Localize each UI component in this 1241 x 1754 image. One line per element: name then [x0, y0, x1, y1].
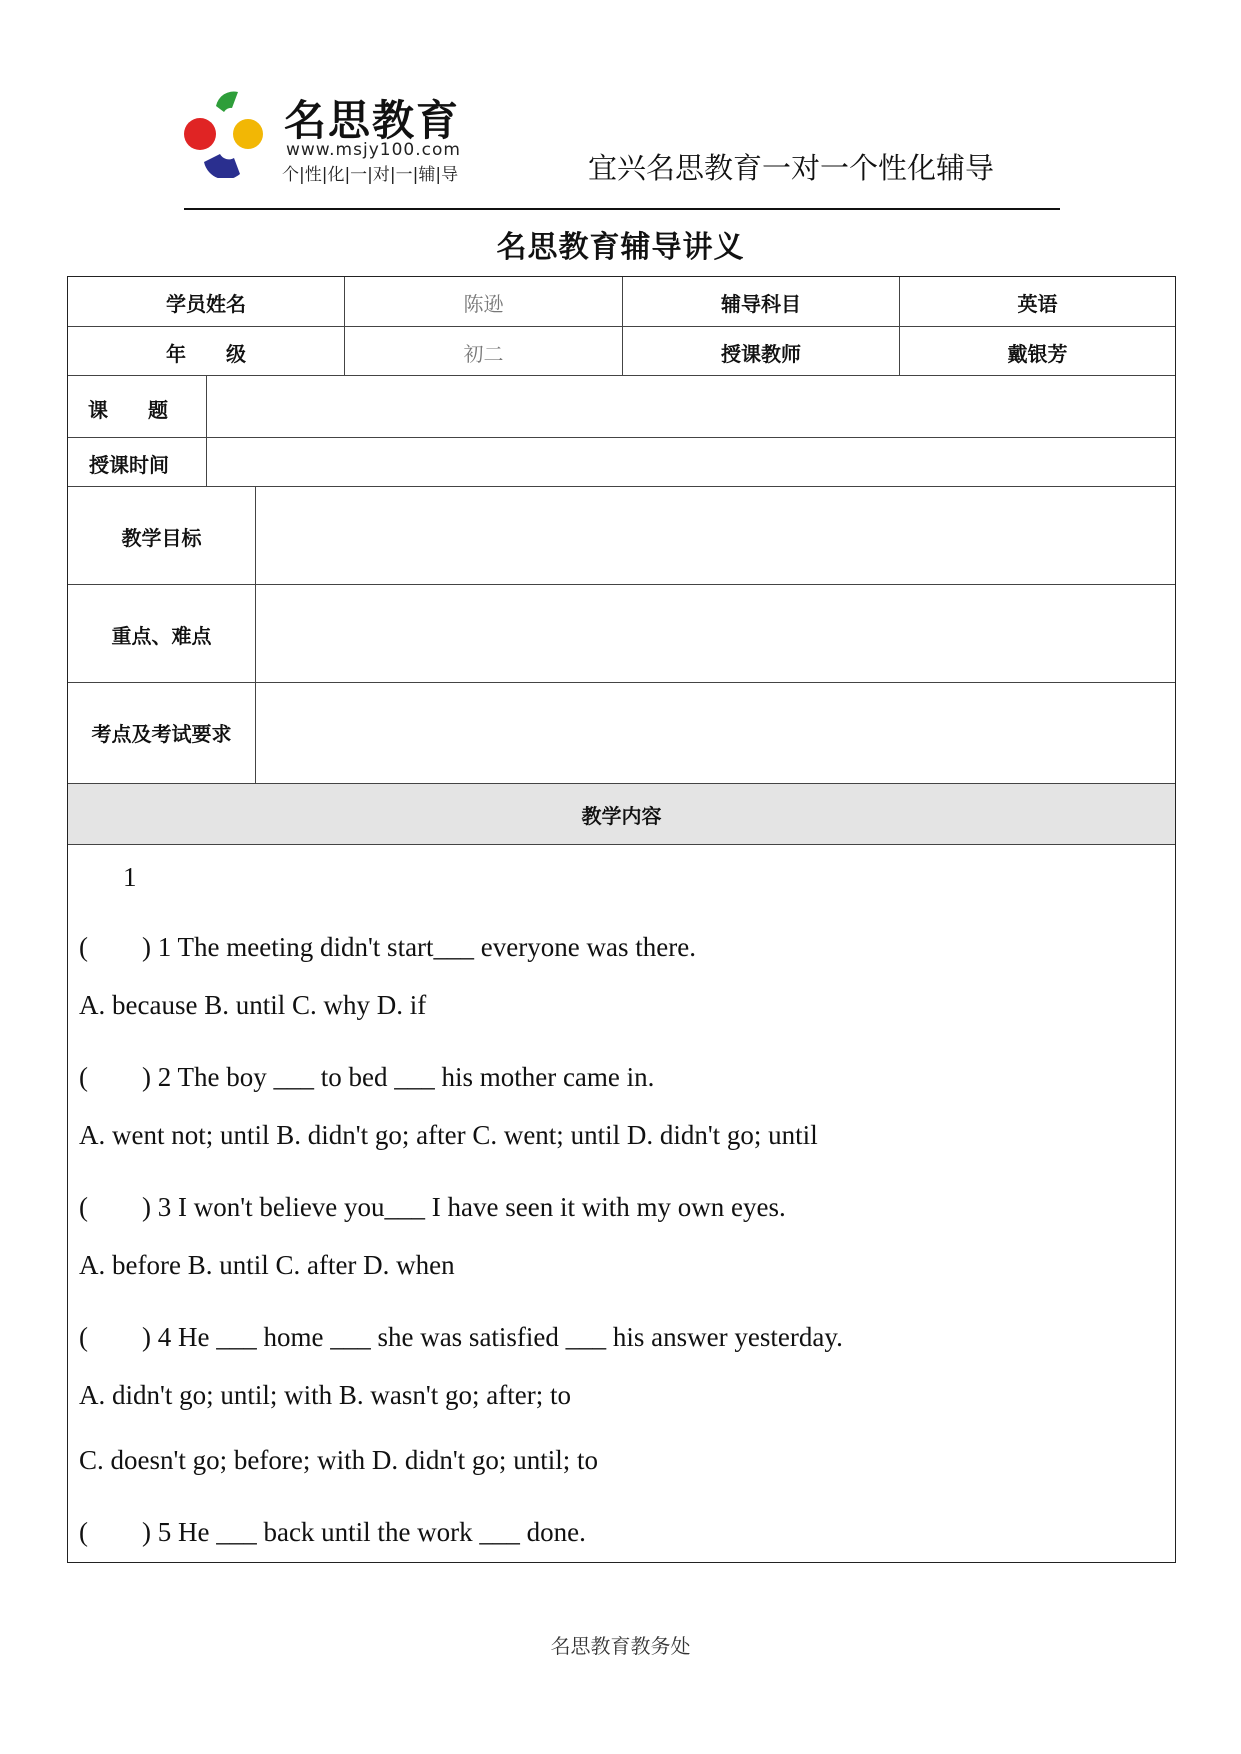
table-rule — [68, 844, 1175, 845]
table-rule — [68, 437, 1175, 438]
footer: 名思教育教务处 — [550, 1634, 691, 1658]
question-line: ( ) 5 He ___ back until the work ___ done. — [79, 1517, 586, 1547]
table-rule — [68, 584, 1175, 585]
goals-label: 教学目标 — [121, 526, 202, 550]
question-line: ( ) 2 The boy ___ to bed ___ his mother came in. — [79, 1062, 655, 1092]
teacher-value: 戴银芳 — [1007, 342, 1068, 366]
header-divider — [184, 208, 1060, 210]
teacher-label: 授课教师 — [721, 342, 801, 366]
time-label: 授课时间 — [89, 453, 169, 477]
table-rule — [206, 375, 207, 486]
content-header: 教学内容 — [581, 804, 662, 828]
logo-icon — [184, 88, 266, 178]
question-line: ( ) 4 He ___ home ___ she was satisfied ___ his answer yesterday. — [79, 1322, 843, 1352]
options-line: A. because B. until C. why D. if — [79, 990, 427, 1020]
options-line: A. didn't go; until; with B. wasn't go; after; to — [79, 1380, 571, 1410]
focus-label: 重点、难点 — [111, 624, 212, 648]
grade-label: 年 级 — [166, 342, 246, 366]
topic-label: 课 题 — [88, 398, 168, 422]
table-rule — [68, 375, 1175, 376]
options-line: A. before B. until C. after D. when — [79, 1250, 455, 1280]
subject-value: 英语 — [1017, 292, 1058, 316]
exam-label: 考点及考试要求 — [91, 722, 232, 746]
logo — [184, 88, 474, 185]
brand-name: 名思教育 — [284, 96, 461, 145]
info-table — [67, 276, 1176, 1563]
student-name-label: 学员姓名 — [166, 292, 246, 316]
table-rule — [68, 486, 1175, 487]
brand-url: www.msjy100.com — [286, 140, 461, 160]
question-line: ( ) 3 I won't believe you___ I have seen it with my own eyes. — [79, 1192, 786, 1222]
brand-slogan: 个|性|化|一|对|一|辅|导 — [282, 165, 459, 185]
student-name-value: 陈逊 — [463, 292, 504, 316]
header-title: 宜兴名思教育一对一个性化辅导 — [588, 151, 995, 185]
table-rule — [255, 486, 256, 783]
options-line: A. went not; until B. didn't go; after C. went; until D. didn't go; until — [79, 1120, 818, 1150]
options-line: C. doesn't go; before; with D. didn't go; until; to — [79, 1445, 598, 1475]
section-number: 1 — [123, 862, 137, 892]
question-line: ( ) 1 The meeting didn't start___ everyone was there. — [79, 932, 696, 962]
table-rule — [68, 783, 1175, 784]
subject-label: 辅导科目 — [721, 292, 801, 316]
document-title: 名思教育辅导讲义 — [496, 230, 745, 265]
grade-value: 初二 — [463, 342, 504, 366]
table-rule — [68, 682, 1175, 683]
